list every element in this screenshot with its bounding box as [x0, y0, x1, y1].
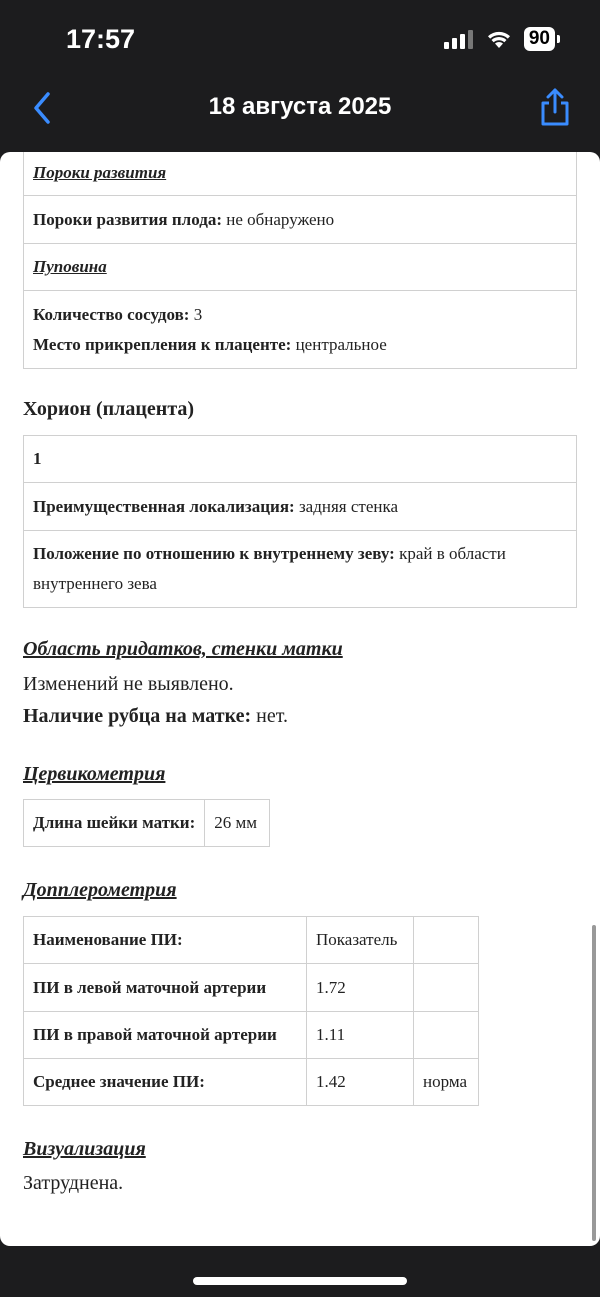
chorion-localization: Преимущественная локализация: задняя стенка: [24, 483, 577, 531]
status-time: 17:57: [66, 24, 136, 54]
doppler-header-value: Показатель: [307, 917, 414, 964]
home-indicator[interactable]: [193, 1277, 407, 1285]
cervix-length-label: Длина шейки матки:: [24, 800, 205, 847]
battery-indicator: 90: [524, 27, 555, 51]
doppler-row-note: норма: [414, 1059, 479, 1106]
doppler-header-name: Наименование ПИ:: [24, 917, 307, 964]
chorion-position: Положение по отношению к внутреннему зеву: край в области внутреннего зева: [24, 531, 577, 608]
malformations-header: Пороки развития: [24, 152, 577, 196]
doppler-header-row: [24, 917, 479, 964]
doppler-row-value: 1.72: [307, 964, 414, 1012]
doppler-title: Допплерометрия: [23, 879, 177, 901]
chorion-number: 1: [24, 436, 577, 483]
doppler-row-value: 1.42: [307, 1059, 414, 1106]
page-title: 18 августа 2025: [208, 93, 392, 120]
doppler-row-note: [414, 964, 479, 1012]
doppler-table: [23, 916, 479, 1106]
table-row: [24, 1059, 479, 1106]
doppler-row-name: ПИ в левой маточной артерии: [24, 964, 307, 1012]
scrollbar[interactable]: [592, 925, 596, 1241]
fetal-malformations-row: Пороки развития плода: не обнаружено: [24, 196, 577, 244]
battery-tip: [557, 35, 560, 43]
cervicometry-table: [23, 799, 270, 847]
doppler-header-note: [414, 917, 479, 964]
table-row: [24, 964, 479, 1012]
cervicometry-title: Цервикометрия: [23, 763, 166, 785]
doppler-row-name: ПИ в правой маточной артерии: [24, 1012, 307, 1059]
share-icon[interactable]: [538, 86, 572, 128]
status-bar: [0, 0, 600, 80]
doppler-row-name: Среднее значение ПИ:: [24, 1059, 307, 1106]
table-row: [24, 1012, 479, 1059]
cellular-signal-icon: [444, 29, 474, 49]
doppler-row-note: [414, 1012, 479, 1059]
visualization-title: Визуализация: [23, 1138, 146, 1160]
malformations-table: [23, 152, 577, 369]
doppler-row-value: 1.11: [307, 1012, 414, 1059]
uterine-scar: Наличие рубца на матке: нет.: [23, 705, 288, 727]
cervix-length-value: 26 мм: [205, 800, 270, 847]
umbilical-header: Пуповина: [24, 244, 577, 291]
adnexa-text: Изменений не выявлено.: [23, 673, 234, 695]
chorion-title: Хорион (плацента): [23, 398, 195, 420]
visualization-text: Затруднена.: [23, 1172, 124, 1194]
status-icons: [444, 27, 560, 51]
wifi-icon: [486, 29, 512, 49]
nav-bar: [0, 80, 600, 150]
report-sheet[interactable]: [0, 152, 600, 1246]
umbilical-details: Количество сосудов: 3 Место прикрепления к плаценте: центральное: [24, 291, 577, 369]
adnexa-title: Область придатков, стенки матки: [23, 638, 343, 660]
chorion-table: [23, 435, 577, 608]
